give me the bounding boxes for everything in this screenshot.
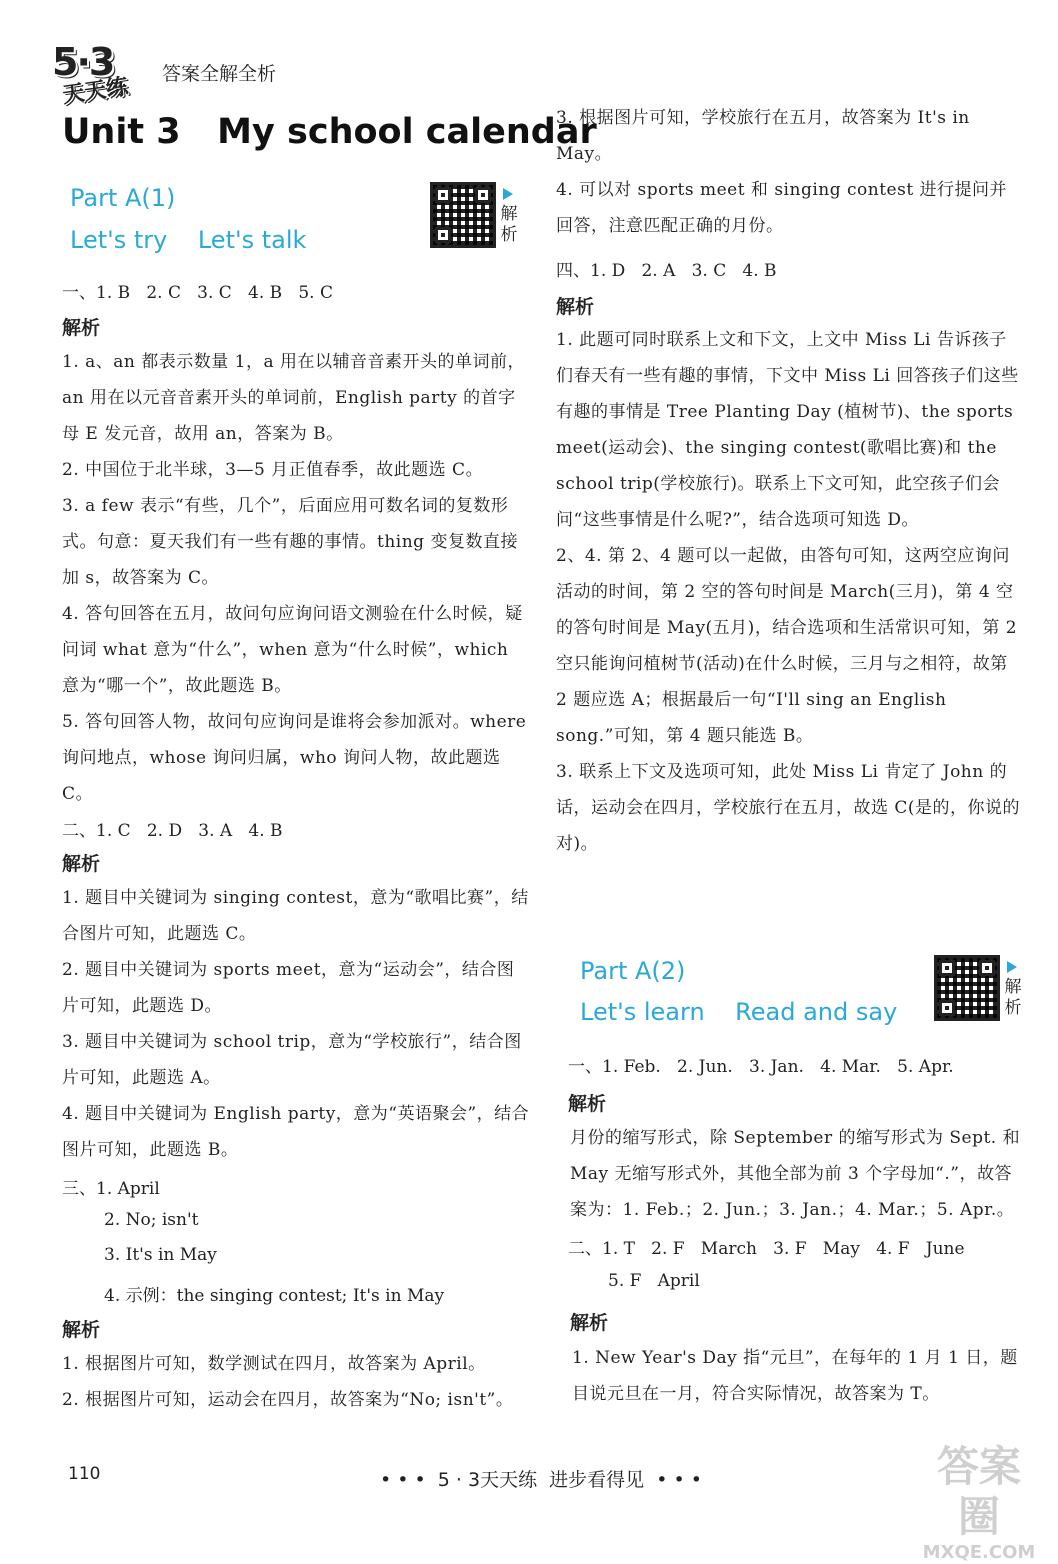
- qr-label: 解析: [1004, 977, 1022, 1018]
- a2-section2-answers-2: 5. F April: [608, 1271, 700, 1291]
- list-item: 3. 题目中关键词为 school trip，意为“学校旅行”，结合图片可知，此题选 A。: [62, 1032, 522, 1088]
- a2-section1-analysis: 月份的缩写形式，除 September 的缩写形式为 Sept. 和 May 无缩写形式外，其他全部为前 3 个字母加“.”，故答案为：1. Feb.；2. Jun.；3. Jan.；4. Mar.；5. Apr.。: [570, 1128, 1021, 1220]
- watermark-url: MXQE.COM: [922, 1542, 1036, 1563]
- section2-analysis-heading: 解析: [62, 853, 101, 875]
- section1-answers: 一、1. B 2. C 3. C 4. B 5. C: [62, 283, 333, 303]
- qr-code-icon[interactable]: [934, 955, 1000, 1021]
- a2-section1-analysis-heading: 解析: [568, 1093, 607, 1115]
- qr-label: 解析: [500, 204, 518, 245]
- section4-analysis: [556, 322, 1022, 862]
- list-item: 4. 答句回答在五月，故问句应询问语文测验在什么时候，疑问词 what 意为“什么”，when 意为“什么时候”，which 意为“哪一个”，故此题选 B。: [62, 604, 523, 696]
- section4-analysis-heading: 解析: [556, 296, 595, 318]
- watermark-logo: [920, 1442, 1038, 1563]
- watermark-mark: 答案圈: [936, 1442, 1021, 1541]
- part-a1-subtitle: Let's try Let's talk: [70, 226, 307, 254]
- list-item: 2、4. 第 2、4 题可以一起做，由答句可知，这两空应询问活动的时间，第 2 空的答句时间是 March(三月)，第 4 空的答句时间是 May(五月)，结合选项和生活常识可知，第 2 空只能询问植树节(活动)在什么时候，三月与之相符，故第 2 题应选 A；根据最后一句“I'll sing an English song.”可知，第 4 题只能选 B。: [556, 546, 1018, 746]
- list-item: 4. 可以对 sports meet 和 singing contest 进行提问并回答，注意匹配正确的月份。: [556, 180, 1008, 236]
- part-a2-subtitle: Let's learn Read and say: [580, 998, 898, 1026]
- play-icon: [503, 188, 513, 200]
- section3-answer-1: 三、1. April: [62, 1179, 160, 1199]
- a2-section2-answers-1: 二、1. T 2. F March 3. F May 4. F June: [568, 1239, 965, 1259]
- section2-analysis: [62, 880, 530, 1168]
- brand-logo: [48, 40, 148, 109]
- section1-analysis: [62, 344, 530, 812]
- unit-title: Unit 3 My school calendar: [62, 112, 597, 152]
- part-a1-title: Part A(1): [70, 184, 176, 212]
- part-a2-title: Part A(2): [580, 957, 686, 985]
- section3-analysis-heading: 解析: [62, 1319, 101, 1341]
- list-item: 3. 联系上下文及选项可知，此处 Miss Li 肯定了 John 的话，运动会在四月，学校旅行在五月，故选 C(是的，你说的对)。: [556, 762, 1021, 854]
- list-item: 5. 答句回答人物，故问句应询问是谁将会参加派对。where 询问地点，whose 询问归属，who 询问人物，故此题选 C。: [62, 712, 527, 804]
- section3-analysis: [62, 1346, 530, 1418]
- list-item: 3. a few 表示“有些，几个”，后面应用可数名词的复数形式。句意：夏天我们有一些有趣的事情。thing 变复数直接加 s，故答案为 C。: [62, 496, 518, 588]
- footer-slogan: • • • 5 · 3天天练 进步看得见 • • •: [380, 1469, 702, 1491]
- list-item: 1. New Year's Day 指“元旦”，在每年的 1 月 1 日，题目说元旦在一月，符合实际情况，故答案为 T。: [572, 1348, 1018, 1404]
- a2-section1-answers: 一、1. Feb. 2. Jun. 3. Jan. 4. Mar. 5. Apr.: [568, 1057, 954, 1077]
- list-item: 2. 中国位于北半球，3—5 月正值春季，故此题选 C。: [62, 460, 484, 480]
- section1-analysis-heading: 解析: [62, 317, 101, 339]
- list-item: 1. 题目中关键词为 singing contest，意为“歌唱比赛”，结合图片可知，此题选 C。: [62, 888, 529, 944]
- section3-answer-4: 4. 示例：the singing contest; It's in May: [104, 1286, 445, 1306]
- play-icon: [1007, 961, 1017, 973]
- section4-answers: 四、1. D 2. A 3. C 4. B: [556, 261, 777, 281]
- a2-section2-analysis-heading: 解析: [570, 1312, 609, 1334]
- list-item: 1. 根据图片可知，数学测试在四月，故答案为 April。: [62, 1354, 486, 1374]
- header-title: 答案全解全析: [162, 63, 277, 85]
- logo-subtitle: 天天练: [60, 74, 130, 109]
- qr-code-icon[interactable]: [430, 182, 496, 248]
- list-item: 1. a、an 都表示数量 1，a 用在以辅音音素开头的单词前，an 用在以元音音素开头的单词前，English party 的首字母 E 发元音，故用 an，答案为 B。: [62, 352, 526, 444]
- section3-analysis-continued: [556, 100, 1022, 244]
- section3-answer-2: 2. No; isn't: [104, 1210, 199, 1230]
- list-item: 3. 根据图片可知，学校旅行在五月，故答案为 It's in May。: [556, 108, 970, 164]
- list-item: 2. 题目中关键词为 sports meet，意为“运动会”，结合图片可知，此题选 D。: [62, 960, 515, 1016]
- logo-number: 5·3: [52, 40, 114, 84]
- a2-section2-analysis: [572, 1340, 1026, 1412]
- list-item: 1. 此题可同时联系上文和下文，上文中 Miss Li 告诉孩子们春天有一些有趣的事情，下文中 Miss Li 回答孩子们这些有趣的事情是 Tree Planting Day (植树节)、the sports meet(运动会)、the singing contest(歌唱比赛)和 the school trip(学校旅行)。联系上下文可知，此空孩子们会问“这些事情是什么呢?”，结合选项可知选 D。: [556, 330, 1019, 530]
- page-number: 110: [68, 1464, 101, 1484]
- list-item: 4. 题目中关键词为 English party，意为“英语聚会”，结合图片可知，此题选 B。: [62, 1104, 530, 1160]
- list-item: 2. 根据图片可知，运动会在四月，故答案为“No; isn't”。: [62, 1390, 514, 1410]
- section2-answers: 二、1. C 2. D 3. A 4. B: [62, 821, 283, 841]
- section3-answer-3: 3. It's in May: [104, 1245, 217, 1265]
